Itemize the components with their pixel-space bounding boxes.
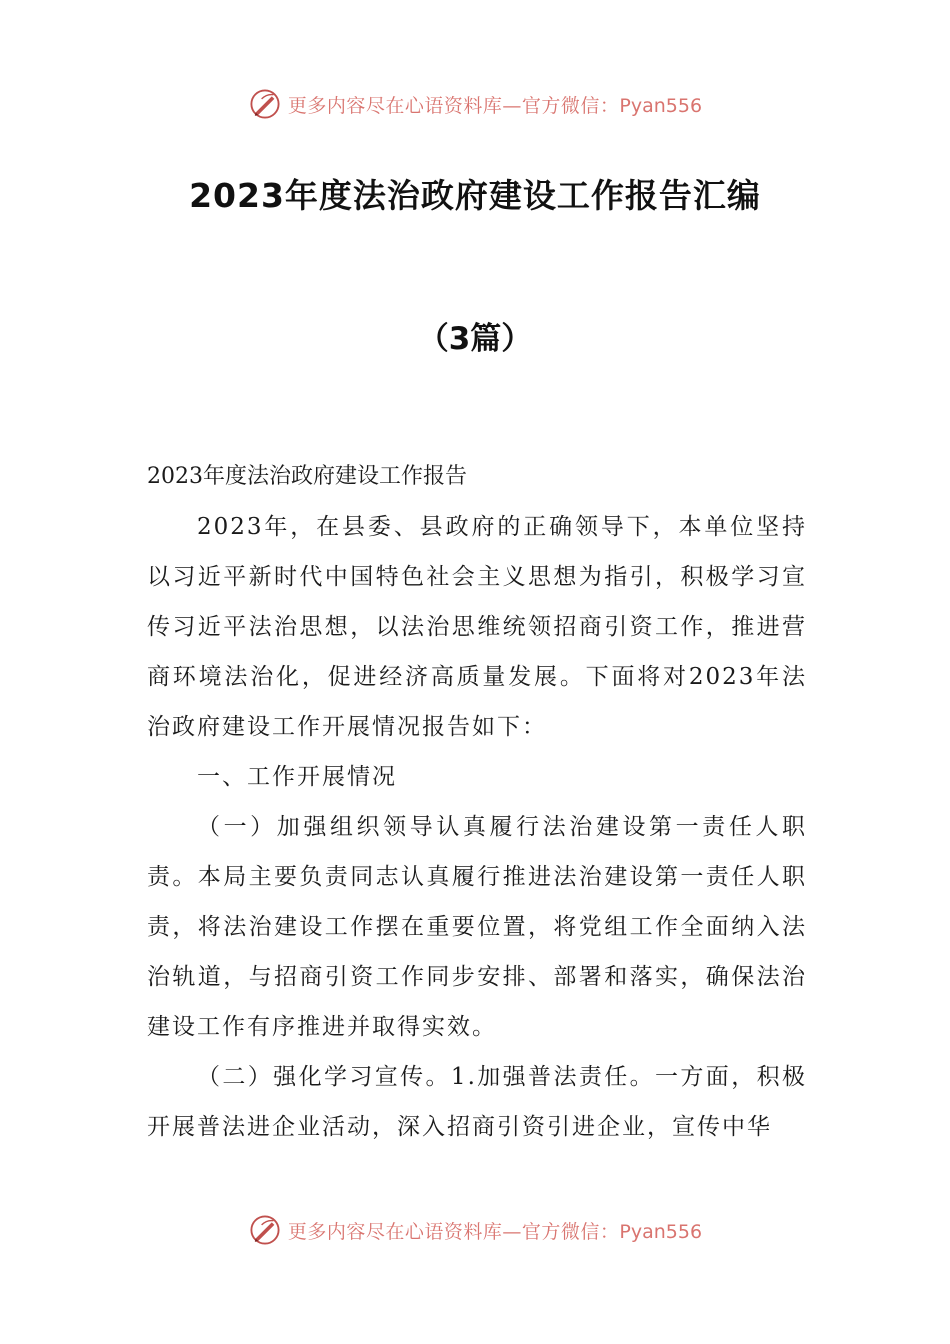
pen-logo-icon bbox=[248, 1213, 282, 1247]
document-body bbox=[147, 452, 807, 1152]
document-subtitle: （3篇） bbox=[417, 321, 533, 357]
watermark-text: 更多内容尽在心语资料库—官方微信：Pyan556 bbox=[287, 1220, 703, 1243]
paragraph-study-publicity: （二）强化学习宣传。1.加强普法责任。一方面，积极开展普法进企业活动，深入招商引资引进企业，宣传中华 bbox=[147, 1064, 807, 1140]
pen-logo-icon bbox=[248, 87, 282, 121]
section-heading-1: 一、工作开展情况 bbox=[197, 764, 397, 790]
footer-watermark-banner bbox=[0, 1210, 950, 1250]
paragraph-organization: （一）加强组织领导认真履行法治建设第一责任人职责。本局主要负责同志认真履行推进法治建设第一责任人职责，将法治建设工作摆在重要位置，将党组工作全面纳入法治轨道，与招商引资工作同步安排、部署和落实，确保法治建设工作有序推进并取得实效。 bbox=[147, 814, 807, 1040]
header-watermark-banner bbox=[0, 84, 950, 124]
paragraph-intro: 2023年，在县委、县政府的正确领导下，本单位坚持以习近平新时代中国特色社会主义思想为指引，积极学习宣传习近平法治思想，以法治思维统领招商引资工作，推进营商环境法治化，促进经济高质量发展。下面将对2023年法治政府建设工作开展情况报告如下： bbox=[147, 514, 807, 740]
report-title: 2023年度法治政府建设工作报告 bbox=[147, 464, 467, 489]
document-title: 2023年度法治政府建设工作报告汇编 bbox=[189, 176, 761, 215]
watermark-text: 更多内容尽在心语资料库—官方微信：Pyan556 bbox=[287, 94, 703, 117]
